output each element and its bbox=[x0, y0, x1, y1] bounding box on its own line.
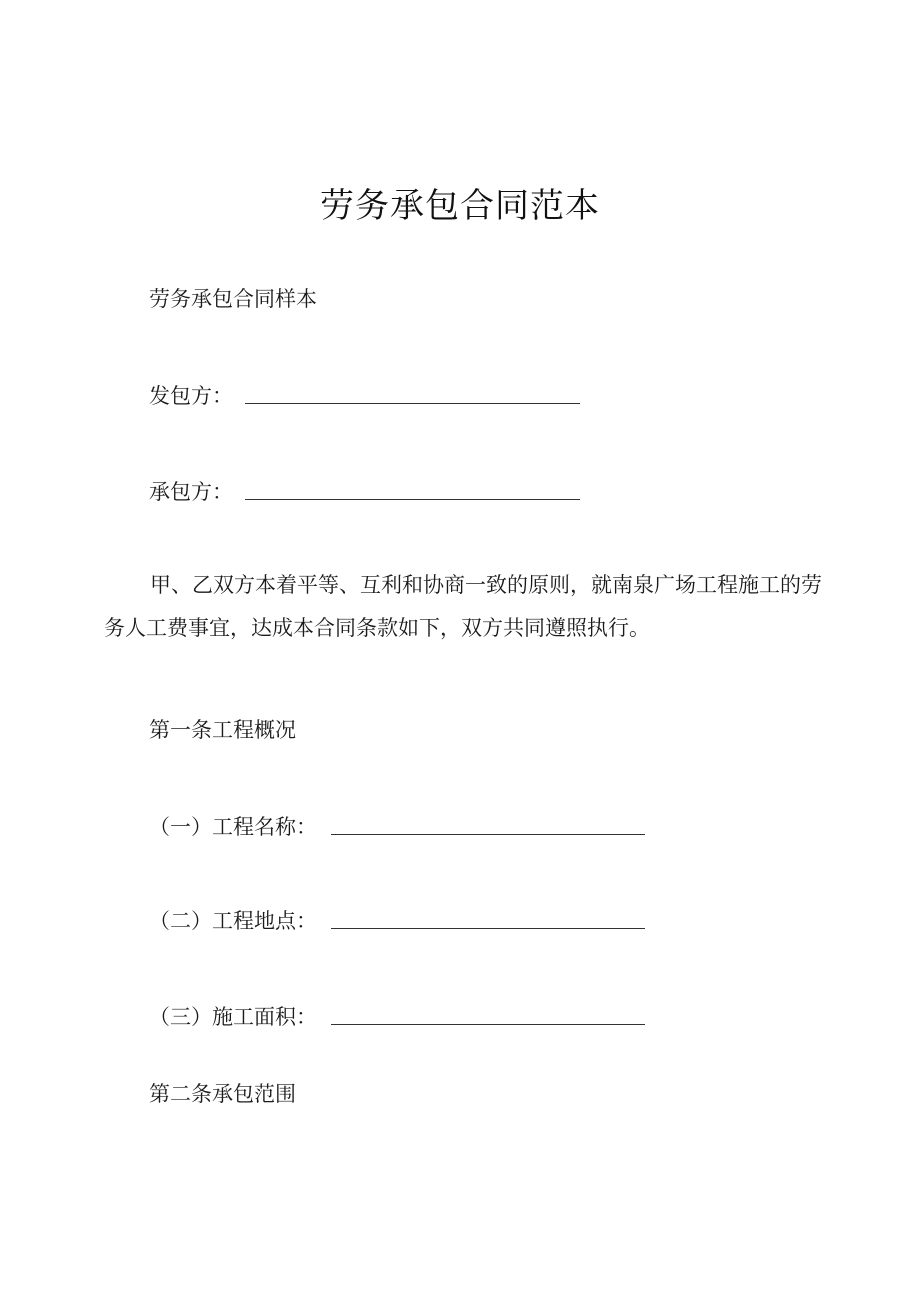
article1-heading: 第一条工程概况 bbox=[149, 718, 296, 742]
project-location-label: （二）工程地点： bbox=[149, 909, 317, 933]
document-title: 劳务承包合同范本 bbox=[320, 186, 600, 226]
preamble-paragraph: 甲、乙双方本着平等、互利和协商一致的原则，就南泉广场工程施工的劳务人工费事宜，达成本合同条款如下，双方共同遵照执行。 bbox=[104, 573, 822, 640]
employer-label: 发包方： bbox=[149, 384, 233, 408]
contractor-label: 承包方： bbox=[149, 480, 233, 504]
contractor-blank-line bbox=[245, 499, 580, 500]
project-location-blank-line bbox=[331, 928, 645, 929]
article2-heading: 第二条承包范围 bbox=[149, 1082, 296, 1106]
construction-area-label: （三）施工面积： bbox=[149, 1005, 317, 1029]
project-name-label: （一）工程名称： bbox=[149, 815, 317, 839]
construction-area-blank-line bbox=[331, 1024, 645, 1025]
project-name-blank-line bbox=[331, 834, 645, 835]
employer-blank-line bbox=[245, 403, 580, 404]
document-subtitle: 劳务承包合同样本 bbox=[149, 287, 317, 311]
